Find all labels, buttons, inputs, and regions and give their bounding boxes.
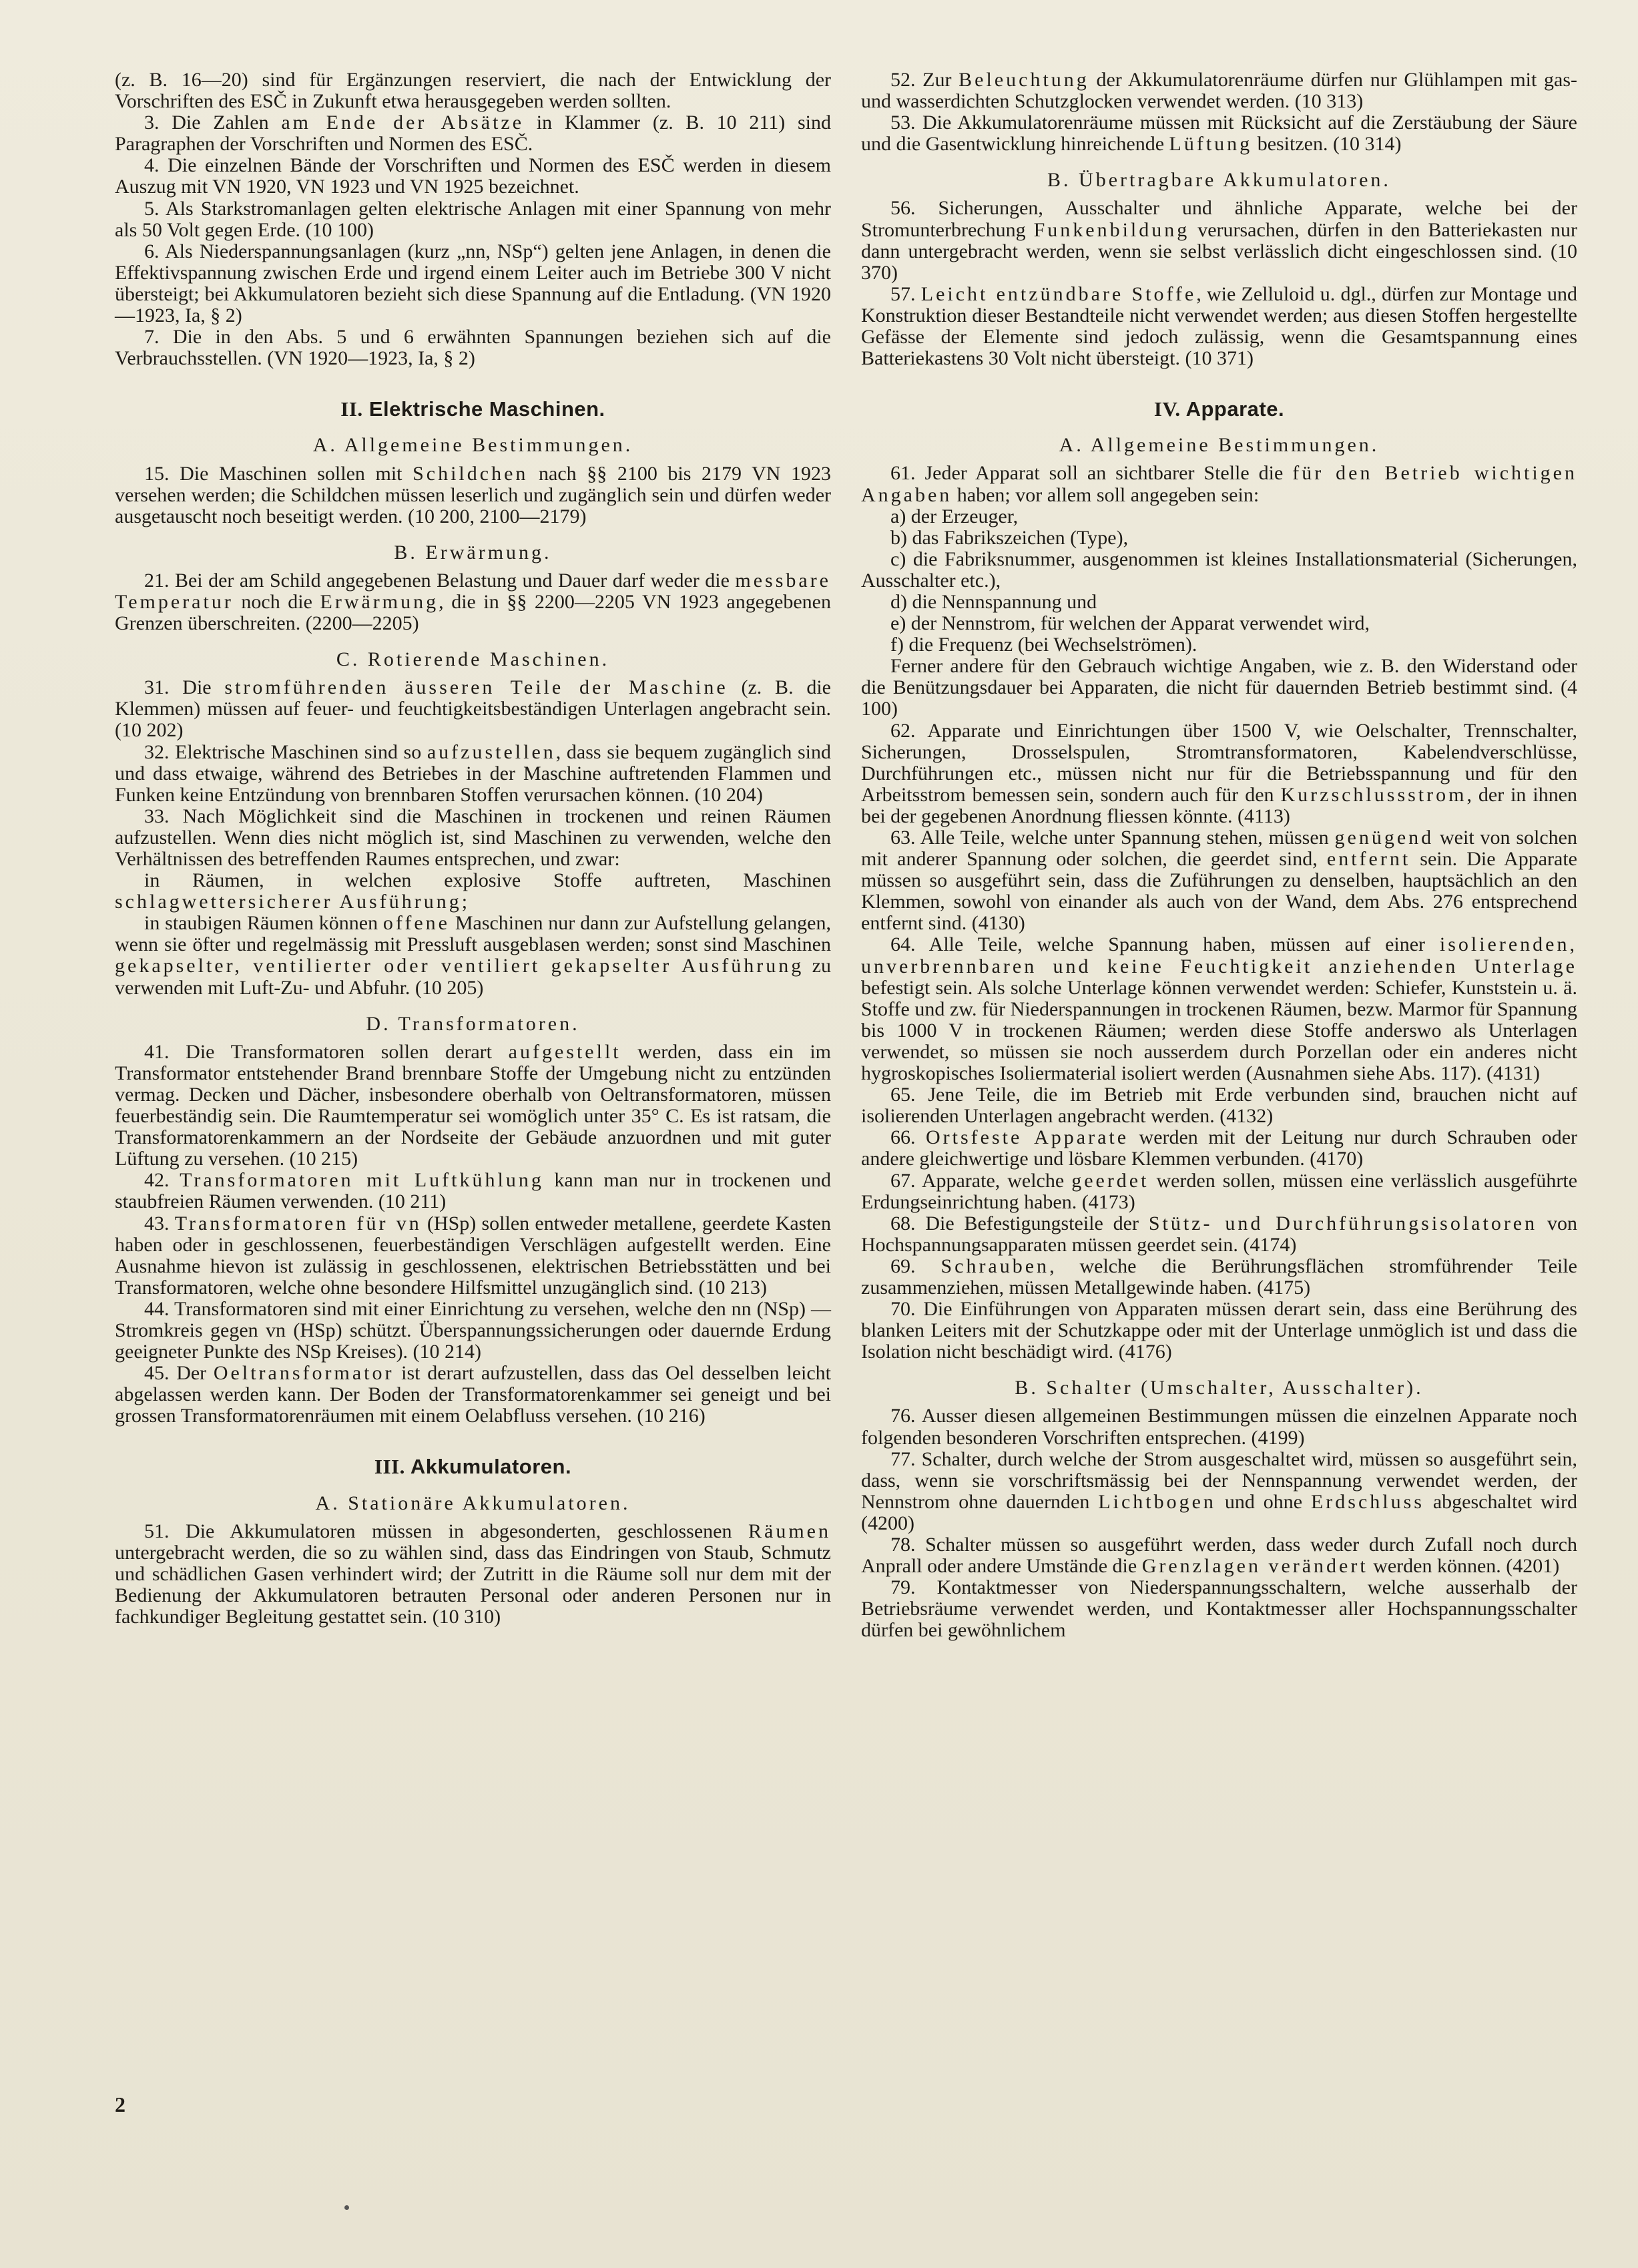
- subsection-heading-B: B. Erwärmung.: [394, 541, 552, 563]
- paragraph-51: 51. Die Akkumulatoren müssen in abgesonderten, geschlossenen Räumen untergebracht werden, die so zu wählen sind, dass das Eindringen von Staub, Schmutz und schädlichen Gasen verhindert wird; der Zutritt in die Räume soll nur dem mit der Bedienung der Akkumulatoren betrauten Personal oder anderen Personen nur in fachkundiger Begleitung gestattet sein. (10 310): [115, 1520, 831, 1628]
- paragraph-31: 31. Die stromführenden äusseren Teile der Maschine (z. B. die Klemmen) müssen auf feuer- und feuchtigkeitsbeständigen Unterlagen angebracht sein. (10 202): [115, 676, 831, 742]
- section-heading-IV: IV. Apparate.: [1153, 397, 1285, 421]
- paragraph-44: 44. Transformatoren sind mit einer Einrichtung zu versehen, welche den nn (NSp) — Stromkreis gegen vn (HSp) schützt. Überspannungssicherungen oder dauernde Erdung geeigneter Punkte des NSp Kreises). (10 214): [115, 1297, 831, 1363]
- print-speck: [344, 2205, 349, 2210]
- paragraph-64: 64. Alle Teile, welche Spannung haben, müssen auf einer isolierenden, unverbrennbaren und keine Feuchtigkeit anziehenden Unterlage befestigt sein. Als solche Unterlage können verwendet werden: Schiefer, Kunststein u. ä. Stoffe und zw. für Niederspannungen in trockenen Räumen, bezw. Marmor für Spannung bis 1000 V in trockenen Räumen; werden diese Stoffe anderswo als Unterlagen verwendet, so müssen sie noch ausserdem durch Porzellan oder ein anderes nicht hygroskopisches Isoliermaterial isoliert werden (Ausnahmen siehe Abs. 117). (4131): [861, 933, 1577, 1085]
- subsection-heading-A: A. Allgemeine Bestimmungen.: [1059, 434, 1380, 457]
- subsection-heading-B: B. Übertragbare Akkumulatoren.: [1047, 169, 1391, 192]
- paragraph-68: 68. Die Befestigungsteile der Stütz- und Durchführungsisolatoren von Hochspannungsapparaten müssen geerdet sein. (4174): [861, 1212, 1577, 1256]
- paragraph: (z. B. 16—20) sind für Ergänzungen reserviert, die nach der Entwicklung der Vorschriften des ESČ in Zukunft etwa herausgegeben werden sollten.: [115, 69, 831, 113]
- paragraph-3: 3. Die Zahlen am Ende der Absätze in Klammer (z. B. 10 211) sind Paragraphen der Vorschriften und Normen des ESČ.: [115, 111, 832, 156]
- left-column: [115, 69, 831, 1628]
- paragraph-32: 32. Elektrische Maschinen sind so aufzustellen, dass sie bequem zugänglich sind und dass etwaige, während des Betriebes in der Maschine auftretenden Flammen und Funken keine Entzündung von brennbaren Stoffen verursachen können. (10 204): [115, 740, 831, 806]
- right-column: [861, 69, 1577, 1641]
- list-item: f) die Frequenz (bei Wechselströmen).: [890, 634, 1197, 656]
- list-item: a) der Erzeuger,: [890, 505, 1019, 527]
- paragraph-67: 67. Apparate, welche geerdet werden sollen, müssen eine verlässlich ausgeführte Erdungseinrichtung haben. (4173): [861, 1169, 1578, 1213]
- section-heading-II: II. Elektrische Maschinen.: [340, 397, 605, 421]
- paragraph-69: 69. Schrauben, welche die Berührungsflächen stromführender Teile zusammenziehen, müssen Metallgewinde haben. (4175): [861, 1255, 1577, 1299]
- paragraph-78: 78. Schalter müssen so ausgeführt werden, dass weder durch Zufall noch durch Anprall oder andere Umstände die Grenzlagen verändert werden können. (4201): [861, 1534, 1577, 1578]
- paragraph-33: 33. Nach Möglichkeit sind die Maschinen in trockenen und reinen Räumen aufzustellen. Wenn dies nicht möglich ist, sind Maschinen zu verwenden, welche den Verhältnissen des betreffenden Raumes entsprechen, und zwar:: [115, 805, 831, 870]
- paragraph-56: 56. Sicherungen, Ausschalter und ähnliche Apparate, welche bei der Stromunterbrechung Funkenbildung verursachen, dürfen in den Batteriekasten nur dann untergebracht werden, wenn sie selbst verlässlich dicht eingeschlossen sind. (10 370): [861, 197, 1577, 284]
- paragraph-7: 7. Die in den Abs. 5 und 6 erwähnten Spannungen beziehen sich auf die Verbrauchsstellen. (VN 1920—1923, Ia, § 2): [115, 326, 831, 370]
- subsection-heading-III-A: A. Stationäre Akkumulatoren.: [315, 1492, 631, 1514]
- paragraph-70: 70. Die Einführungen von Apparaten müssen derart sein, dass eine Berührung des blanken Leiters mit der Schutzkappe oder mit der Unterlage unmöglich ist und dass die Isolation nicht beschädigt wird. (4176): [861, 1298, 1577, 1363]
- paragraph-66: 66. Ortsfeste Apparate werden mit der Leitung nur durch Schrauben oder andere gleichwertige und lösbare Klemmen verbunden. (4170): [861, 1126, 1578, 1170]
- list-item: d) die Nennspannung und: [890, 590, 1097, 613]
- paragraph-76: 76. Ausser diesen allgemeinen Bestimmungen müssen die einzelnen Apparate noch folgenden besonderen Vorschriften entsprechen. (4199): [861, 1405, 1577, 1449]
- paragraph-21: 21. Bei der am Schild angegebenen Belastung und Dauer darf weder die messbare Temperatur noch die Erwärmung, die in §§ 2200—2205 VN 1923 angegebenen Grenzen überschreiten. (2200—2205): [115, 569, 831, 635]
- list-item: c) die Fabriksnummer, ausgenommen ist kleines Installationsmaterial (Sicherungen, Ausschalter etc.),: [861, 547, 1577, 592]
- paragraph-79: 79. Kontaktmesser von Niederspannungsschaltern, welche ausserhalb der Betriebsräume verwendet werden, und Kontaktmesser aller Hochspannungsschalter dürfen bei gewöhnlichem: [861, 1576, 1577, 1642]
- subsection-heading-D: D. Transformatoren.: [366, 1012, 580, 1035]
- paragraph-62: 62. Apparate und Einrichtungen über 1500 V, wie Oelschalter, Trennschalter, Sicherungen, Drosselspulen, Stromtransformatoren, Kabelendverschlüsse, Durchführungen etc., müssen nicht nur für die Betriebsspannung und für den Arbeitsstrom bemessen sein, sondern auch für den Kurzschlussstrom, der in ihnen bei der gegebenen Anordnung fliessen könnte. (4113): [861, 719, 1578, 827]
- section-heading-III: III. Akkumulatoren.: [374, 1455, 572, 1479]
- paragraph-33a: in Räumen, in welchen explosive Stoffe auftreten, Maschinen schlagwettersicherer Ausführung;: [115, 869, 831, 913]
- list-item: b) das Fabrikszeichen (Type),: [890, 526, 1129, 549]
- subsection-heading-C: C. Rotierende Maschinen.: [336, 648, 610, 671]
- paragraph-43: 43. Transformatoren für vn (HSp) sollen entweder metallene, geerdete Kasten haben oder in geschlossenen, feuerbeständigen Verschlägen aufgestellt werden. Eine Ausnahme hievon ist zulässig in geschlossenen, elektrischen Betriebsstätten und bei Transformatoren, welche ohne besondere Hilfsmittel unzugänglich sind. (10 213): [115, 1212, 831, 1299]
- paragraph-53: 53. Die Akkumulatorenräume müssen mit Rücksicht auf die Zerstäubung der Säure und die Gasentwicklung hinreichende Lüftung besitzen. (10 314): [861, 111, 1577, 156]
- paragraph-6: 6. Als Niederspannungsanlagen (kurz „nn, NSp“) gelten jene Anlagen, in denen die Effektivspannung zwischen Erde und irgend einem Leiter auch im Betriebe 300 V nicht übersteigt; bei Akkumulatoren bezieht sich diese Spannung auf die Entladung. (VN 1920—1923, Ia, § 2): [115, 240, 831, 327]
- paragraph-77: 77. Schalter, durch welche der Strom ausgeschaltet wird, müssen so ausgeführt sein, dass, wenn sie vorschriftsmässig bei der Nennspannung verwendet werden, der Nennstrom ohne dauernden Lichtbogen und ohne Erdschluss abgeschaltet wird (4200): [861, 1447, 1578, 1534]
- subsection-heading-A: A. Allgemeine Bestimmungen.: [312, 434, 633, 457]
- list-item: e) der Nennstrom, für welchen der Apparat verwendet wird,: [890, 612, 1370, 635]
- paragraph-63: 63. Alle Teile, welche unter Spannung stehen, müssen genügend weit von solchen mit anderer Spannung oder solchen, die geerdet sind, entfernt sein. Die Apparate müssen so ausgeführt sein, dass die Zuführungen zu denselben, hauptsächlich an den Klemmen, sowohl von einander als auch von der Wand, dem Abs. 276 entsprechend entfernt sind. (4130): [861, 827, 1577, 935]
- paragraph-4: 4. Die einzelnen Bände der Vorschriften und Normen des ESČ werden in diesem Auszug mit VN 1920, VN 1923 und VN 1925 bezeichnet.: [115, 154, 831, 198]
- paragraph-65: 65. Jene Teile, die im Betrieb mit Erde verbunden sind, brauchen nicht auf isolierenden Unterlagen angebracht werden. (4132): [861, 1084, 1577, 1128]
- paragraph-52: 52. Zur Beleuchtung der Akkumulatorenräume dürfen nur Glühlampen mit gas- und wasserdichten Schutzglocken verwendet werden. (10 313): [861, 69, 1577, 113]
- paragraph-57: 57. Leicht entzündbare Stoffe, wie Zelluloid u. dgl., dürfen zur Montage und Konstruktion dieser Bestandteile nicht verwendet werden; aus diesen Stoffen hergestellte Gefässe der Elemente sind jedoch zulässig, wenn die Gesamtspannung eines Batteriekastens 30 Volt nicht übersteigt. (10 371): [861, 282, 1578, 370]
- paragraph-5: 5. Als Starkstromanlagen gelten elektrische Anlagen mit einer Spannung von mehr als 50 Volt gegen Erde. (10 100): [115, 197, 831, 241]
- paragraph-33b: in staubigen Räumen können offene Maschinen nur dann zur Aufstellung gelangen, wenn sie öfter und regelmässig mit Pressluft ausgeblasen werden; sonst sind Maschinen gekapselter, ventilierter oder ventiliert gekapselter Ausführung zu verwenden mit Luft-Zu- und Abfuhr. (10 205): [115, 912, 831, 999]
- paragraph-42: 42. Transformatoren mit Luftkühlung kann man nur in trockenen und staubfreien Räumen verwenden. (10 211): [115, 1169, 832, 1213]
- paragraph-61-cont: Ferner andere für den Gebrauch wichtige Angaben, wie z. B. den Widerstand oder die Benützungsdauer bei Apparaten, die nicht für dauernden Betrieb bestimmt sind. (4 100): [861, 655, 1577, 720]
- page-number: 2: [115, 2092, 125, 2116]
- paragraph-15: 15. Die Maschinen sollen mit Schildchen nach §§ 2100 bis 2179 VN 1923 versehen werden; die Schildchen müssen leserlich und zugänglich sein und dürfen weder ausgetauscht noch beseitigt werden. (10 200, 2100—2179): [115, 462, 831, 527]
- paragraph-41: 41. Die Transformatoren sollen derart aufgestellt werden, dass ein im Transformator entstehender Brand brennbare Stoffe der Umgebung nicht zu entzünden vermag. Decken und Dächer, insbesondere oberhalb von Oeltransformatoren, müssen feuerbeständig sein. Die Raumtemperatur sei womöglich unter 35° C. Es ist ratsam, die Transformatorenkammern an der Nordseite der Gebäude anzuordnen und mit guter Lüftung zu versehen. (10 215): [115, 1040, 832, 1170]
- paragraph-61: 61. Jeder Apparat soll an sichtbarer Stelle die für den Betrieb wichtigen Angaben haben; vor allem soll angegeben sein:: [861, 462, 1577, 506]
- paragraph-45: 45. Der Oeltransformator ist derart aufzustellen, dass das Oel desselben leicht abgelassen werden kann. Der Boden der Transformatorenkammer sei geneigt und bei grossen Transformatorenräumen mit einem Oelabfluss versehen. (10 216): [115, 1362, 831, 1427]
- subsection-heading-B-schalter: B. Schalter (Umschalter, Ausschalter).: [1015, 1377, 1424, 1399]
